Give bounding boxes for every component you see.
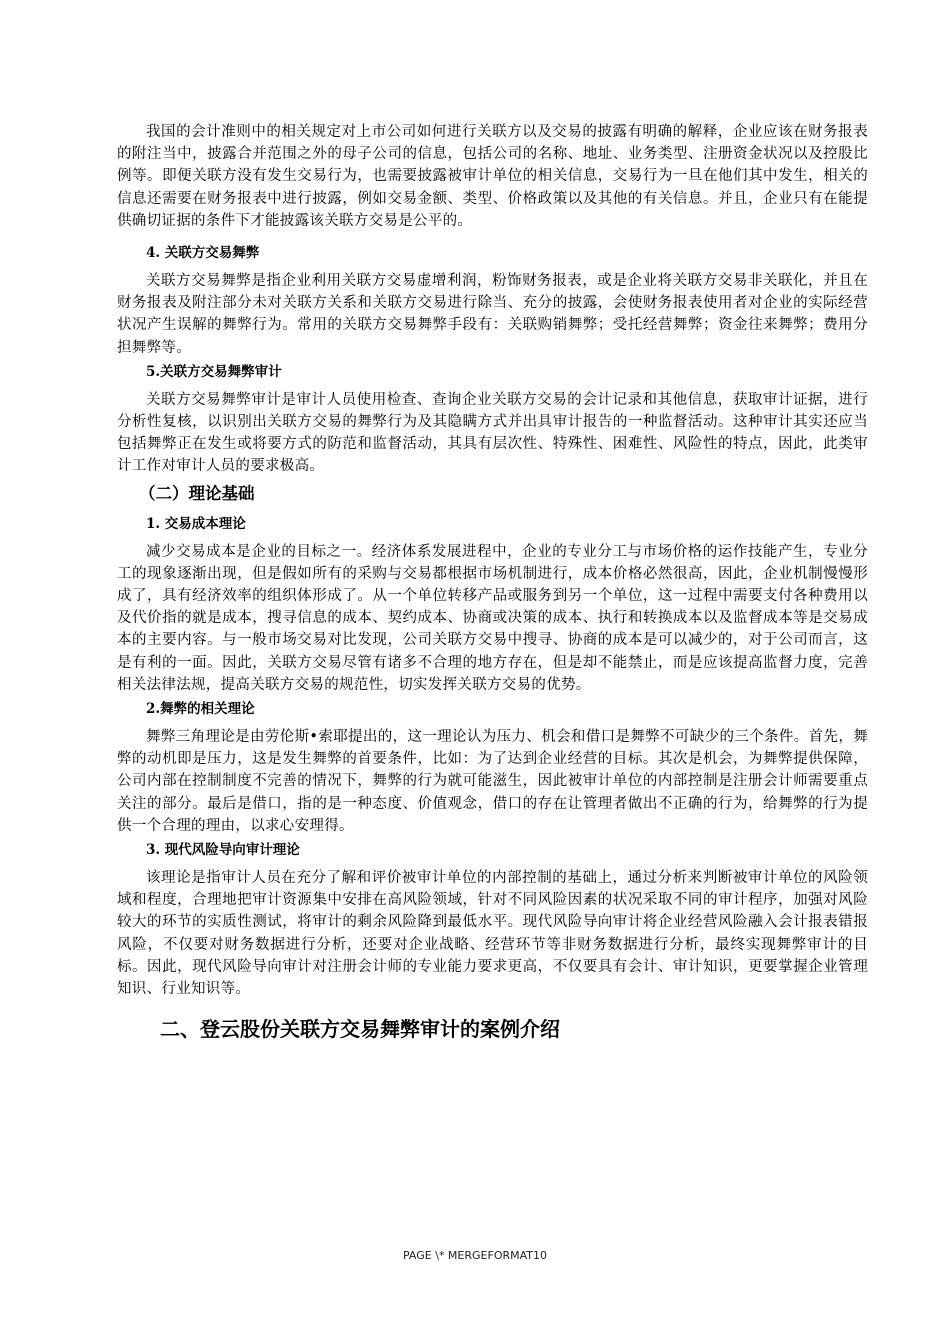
paragraph-fraud-audit: 关联方交易舞弊审计是审计人员使用检查、查询企业关联方交易的会计记录和其他信息，获取审计证据，进行分析性复核，以识别出关联方交易的舞弊行为及其隐瞒方式并出具审计报告的一种监督活动。这种审计其实还应当包括舞弊正在发生或将要方式的防范和监督活动，其具有层次性、特殊性、困难性、风险性的特点，因此，此类审计工作对审计人员的要求极高。 xyxy=(117,391,868,475)
heading-related-party-fraud: 4. 关联方交易舞弊 xyxy=(146,245,260,262)
paragraph-transaction-cost: 减少交易成本是企业的目标之一。经济体系发展进程中，企业的专业分工与市场价格的运作技能产生，专业分工的现象逐渐出现，但是假如所有的采购与交易都根据市场机制进行，成本价格必然很高，因此，企业机制慢慢形成了，具有经济效率的组织体形成了。从一个单位转移产品或服务到另一个单位，这一过程中需要支付各种费用以及代价指的就是成本，搜寻信息的成本、契约成本、协商或决策的成本、执行和转换成本以及监督成本等是交易成本的主要内容。与一般市场交易对比发现，公司关联方交易中搜寻、协商的成本是可以减少的，对于公司而言，这是有利的一面。因此，关联方交易尽管有诸多不合理的地方存在，但是却不能禁止，而是应该提高监督力度，完善相关法律法规，提高关联方交易的规范性，切实发挥关联方交易的优势。 xyxy=(117,543,868,693)
heading-risk-audit: 3. 现代风险导向审计理论 xyxy=(146,842,300,859)
paragraph-fraud-triangle: 舞弊三角理论是由劳伦斯•索耶提出的，这一理论认为压力、机会和借口是舞弊不可缺少的三个条件。首先，舞弊的动机即是压力，这是发生舞弊的首要条件，比如：为了达到企业经营的目标。其次是机会，为舞弊提供保障，公司内部在控制制度不完善的情况下，舞弊的行为就可能滋生，因此被审计单位的内部控制是注册会计师需要重点关注的部分。最后是借口，指的是一种态度、价值观念，借口的存在让管理者做出不正确的行为，给舞弊的行为提供一个合理的理由，以求心安理得。 xyxy=(117,729,868,834)
paragraph-risk-audit: 该理论是指审计人员在充分了解和评价被审计单位的内部控制的基础上，通过分析来判断被审计单位的风险领域和程度，合理地把审计资源集中安排在高风险领域，针对不同风险因素的状况采取不同的审计程序，加强对风险较大的环节的实质性测试，将审计的剩余风险降到最低水平。现代风险导向审计将企业经营风险融入会计报表错报风险，不仅要对财务数据进行分析，还要对企业战略、经营环节等非财务数据进行分析，最终实现舞弊审计的目标。因此，现代风险导向审计对注册会计师的专业能力要求更高，不仅要具有会计、审计知识，更要掌握企业管理知识、行业知识等。 xyxy=(117,870,868,998)
document-body xyxy=(117,121,868,1044)
paragraph-disclosure: 我国的会计准则中的相关规定对上市公司如何进行关联方以及交易的披露有明确的解释，企业应该在财务报表的附注当中，披露合并范围之外的母子公司的信息，包括公司的名称、地址、业务类型、注册资金状况以及控股比例等。即便关联方没有发生交易行为，也需要披露被审计单位的相关信息，交易行为一旦在他们其中发生，相关的信息还需要在财务报表中进行披露，例如交易金额、类型、价格政策以及其他的有关信息。并且，企业只有在能提供确切证据的条件下才能披露该关联方交易是公平的。 xyxy=(117,124,868,229)
page-footer: PAGE \* MERGEFORMAT10 xyxy=(403,1249,547,1262)
heading-fraud-audit: 5.关联方交易舞弊审计 xyxy=(146,363,282,380)
chapter-heading-case: 二、登云股份关联方交易舞弊审计的案例介绍 xyxy=(160,1017,560,1042)
heading-fraud-theory: 2.舞弊的相关理论 xyxy=(146,701,255,718)
section-theory-basis: （二）理论基础 xyxy=(139,483,255,503)
paragraph-fraud-definition: 关联方交易舞弊是指企业利用关联方交易虚增利润，粉饰财务报表，或是企业将关联方交易非关联化，并且在财务报表及附注部分未对关联方关系和关联方交易进行除当、充分的披露，会使财务报表使用者对企业的实际经营状况产生误解的舞弊行为。常用的关联方交易舞弊手段有：关联购销舞弊；受托经营舞弊；资金往来舞弊；费用分担舞弊等。 xyxy=(117,273,868,356)
heading-transaction-cost: 1. 交易成本理论 xyxy=(146,515,246,532)
